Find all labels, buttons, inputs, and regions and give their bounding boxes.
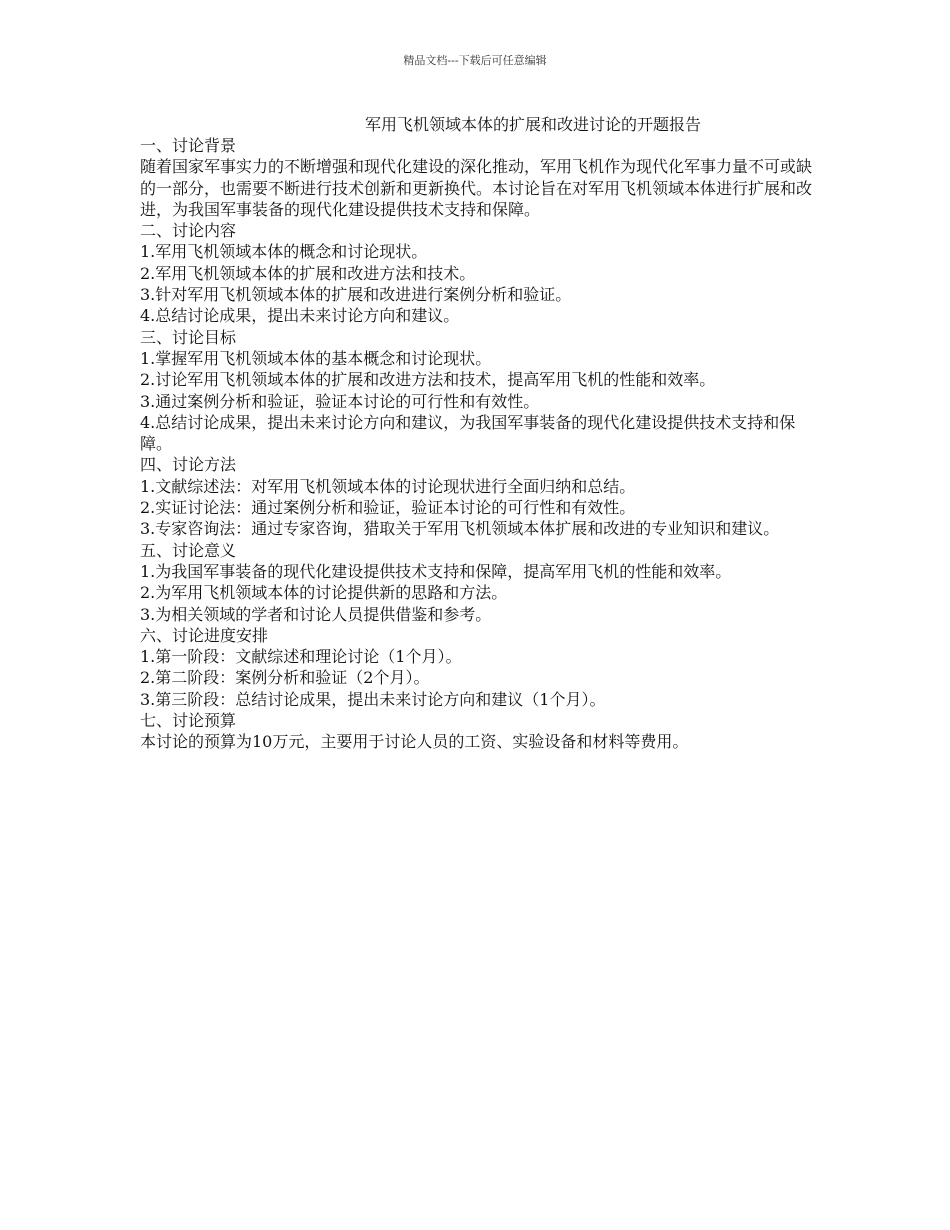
list-item: 2.为军用飞机领域本体的讨论提供新的思路和方法。 (140, 583, 508, 603)
section-heading: 六、讨论进度安排 (140, 625, 269, 645)
list-item: 3.为相关领域的学者和讨论人员提供借鉴和参考。 (140, 604, 492, 624)
section-content (140, 220, 812, 326)
list-item: 1.为我国军事装备的现代化建设提供技术支持和保障，提高军用飞机的性能和效率。 (140, 561, 732, 581)
document-body (140, 135, 812, 753)
section-budget (140, 710, 812, 753)
list-item: 1.文献综述法：对军用飞机领域本体的讨论现状进行全面归纳和总结。 (140, 476, 636, 496)
list-item: 2.实证讨论法：通过案例分析和验证，验证本讨论的可行性和有效性。 (140, 498, 636, 518)
list-item: 4.总结讨论成果，提出未来讨论方向和建议，为我国军事装备的现代化建设提供技术支持和保障。 (140, 412, 796, 454)
list-item: 2.军用飞机领域本体的扩展和改进方法和技术。 (140, 263, 476, 283)
section-heading: 七、讨论预算 (140, 711, 237, 731)
section-goals (140, 327, 812, 455)
list-item: 1.军用飞机领域本体的概念和讨论现状。 (140, 242, 428, 262)
list-item: 3.通过案例分析和验证，验证本讨论的可行性和有效性。 (140, 391, 540, 411)
list-item: 2.讨论军用飞机领域本体的扩展和改进方法和技术，提高军用飞机的性能和效率。 (140, 370, 716, 390)
section-background (140, 135, 812, 220)
section-heading: 一、讨论背景 (140, 136, 237, 155)
section-methods (140, 454, 812, 539)
list-item: 3.针对军用飞机领域本体的扩展和改进进行案例分析和验证。 (140, 285, 572, 305)
document-title: 军用飞机领域本体的扩展和改进讨论的开题报告 (365, 115, 702, 134)
section-significance (140, 540, 812, 625)
list-item: 3.专家咨询法：通过专家咨询，猎取关于军用飞机领域本体扩展和改进的专业知识和建议。 (140, 519, 780, 539)
paragraph: 本讨论的预算为10万元，主要用于讨论人员的工资、实验设备和材料等费用。 (140, 732, 689, 752)
section-heading: 三、讨论目标 (140, 327, 237, 347)
section-schedule (140, 625, 812, 710)
section-heading: 五、讨论意义 (140, 540, 237, 560)
section-heading: 二、讨论内容 (140, 221, 237, 241)
page-header: 精品文档---下载后可任意编辑 (403, 54, 547, 67)
list-item: 2.第二阶段：案例分析和验证（2个月）。 (140, 668, 430, 688)
list-item: 3.第三阶段：总结讨论成果，提出未来讨论方向和建议（1个月）。 (140, 689, 606, 709)
list-item: 4.总结讨论成果，提出未来讨论方向和建议。 (140, 306, 460, 326)
list-item: 1.第一阶段：文献综述和理论讨论（1个月）。 (140, 647, 462, 667)
paragraph: 随着国家军事实力的不断增强和现代化建设的深化推动，军用飞机作为现代化军事力量不可或缺的一部分，也需要不断进行技术创新和更新换代。本讨论旨在对军用飞机领域本体进行扩展和改进，为我国军事装备的现代化建设提供技术支持和保障。 (140, 157, 813, 219)
list-item: 1.掌握军用飞机领域本体的基本概念和讨论现状。 (140, 348, 492, 368)
section-heading: 四、讨论方法 (140, 455, 237, 475)
